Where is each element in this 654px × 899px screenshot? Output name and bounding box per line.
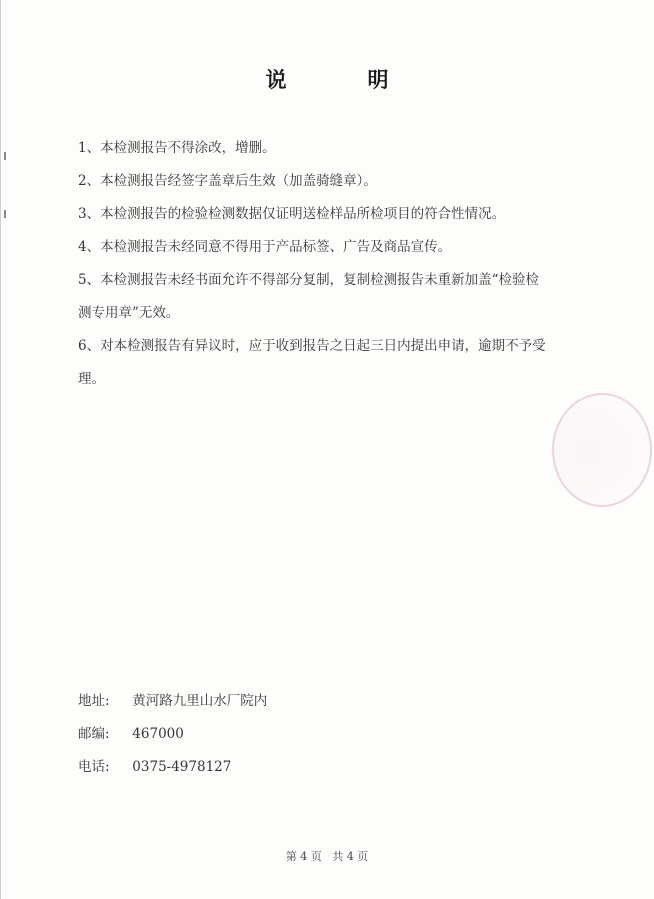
address-label: 地址: (78, 693, 110, 709)
note-line: 6、对本检测报告有异议时，应于收到报告之日起三日内提出申请，逾期不予受 (78, 338, 546, 354)
address-value: 黄河路九里山水厂院内 (132, 693, 268, 709)
note-item (78, 165, 578, 198)
note-line: 1、本检测报告不得涂改，增删。 (78, 140, 276, 156)
note-line: 2、本检测报告经签字盖章后生效（加盖骑缝章）。 (78, 173, 377, 189)
note-line: 3、本检测报告的检验检测数据仅证明送检样品所检项目的符合性情况。 (78, 206, 506, 222)
address-row (78, 685, 267, 718)
phone-row (78, 751, 267, 784)
notes-list (78, 132, 578, 396)
note-item (78, 198, 578, 231)
binding-mark (4, 210, 6, 218)
postcode-row (78, 718, 267, 751)
note-item (78, 231, 578, 264)
note-item (78, 264, 578, 330)
note-line: 测专用章”无效。 (78, 305, 180, 321)
page-number: 第 4 页 共 4 页 (285, 850, 369, 863)
postcode-label: 邮编: (78, 726, 110, 742)
seal-stamp (552, 393, 652, 507)
scan-edge (0, 0, 1, 899)
binding-mark (4, 152, 6, 160)
phone-label: 电话: (78, 759, 110, 775)
note-item (78, 132, 578, 165)
note-line: 5、本检测报告未经书面允许不得部分复制，复制检测报告未重新加盖“检验检 (78, 272, 539, 288)
postcode-value: 467000 (132, 726, 184, 742)
note-item (78, 330, 578, 396)
note-line: 4、本检测报告未经同意不得用于产品标签、广告及商品宣传。 (78, 239, 452, 255)
page-title: 说 明 (265, 67, 419, 92)
contact-info (78, 685, 267, 784)
note-line: 理。 (78, 371, 105, 387)
phone-value: 0375-4978127 (132, 759, 232, 775)
